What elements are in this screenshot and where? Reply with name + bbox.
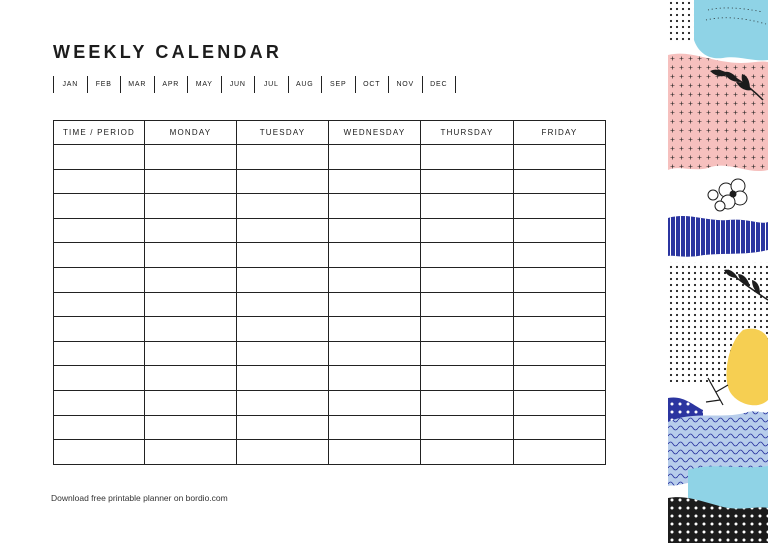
cell-time[interactable] [54,218,145,243]
cell-friday[interactable] [514,317,606,342]
cell-tuesday[interactable] [237,366,329,391]
cell-time[interactable] [54,366,145,391]
cell-wednesday[interactable] [329,267,421,292]
cell-tuesday[interactable] [237,218,329,243]
cell-tuesday[interactable] [237,243,329,268]
month-oct[interactable]: OCT [356,76,390,93]
cell-time[interactable] [54,267,145,292]
cell-time[interactable] [54,415,145,440]
cell-monday[interactable] [145,243,237,268]
table-row [54,292,606,317]
month-jul[interactable]: JUL [255,76,289,93]
cell-monday[interactable] [145,440,237,465]
cell-time[interactable] [54,440,145,465]
table-row [54,317,606,342]
cell-monday[interactable] [145,390,237,415]
cell-tuesday[interactable] [237,145,329,170]
cell-time[interactable] [54,243,145,268]
cell-time[interactable] [54,145,145,170]
table-row [54,366,606,391]
cell-monday[interactable] [145,317,237,342]
cell-thursday[interactable] [421,366,514,391]
cell-wednesday[interactable] [329,366,421,391]
cell-tuesday[interactable] [237,267,329,292]
month-jun[interactable]: JUN [222,76,256,93]
cell-friday[interactable] [514,415,606,440]
cell-thursday[interactable] [421,218,514,243]
month-sep[interactable]: SEP [322,76,356,93]
month-mar[interactable]: MAR [121,76,155,93]
cell-wednesday[interactable] [329,145,421,170]
header-row [54,121,606,145]
cell-thursday[interactable] [421,390,514,415]
cell-thursday[interactable] [421,145,514,170]
table-row [54,440,606,465]
month-nov[interactable]: NOV [389,76,423,93]
cell-time[interactable] [54,390,145,415]
table-row [54,218,606,243]
table-row [54,169,606,194]
cell-friday[interactable] [514,366,606,391]
cell-friday[interactable] [514,341,606,366]
cell-thursday[interactable] [421,243,514,268]
cell-thursday[interactable] [421,415,514,440]
cell-thursday[interactable] [421,267,514,292]
month-aug[interactable]: AUG [289,76,323,93]
table-row [54,145,606,170]
header-monday: MONDAY [145,121,237,145]
cell-friday[interactable] [514,292,606,317]
cell-monday[interactable] [145,366,237,391]
cell-friday[interactable] [514,243,606,268]
cell-monday[interactable] [145,194,237,219]
cell-monday[interactable] [145,292,237,317]
cell-thursday[interactable] [421,169,514,194]
cell-tuesday[interactable] [237,292,329,317]
cell-thursday[interactable] [421,292,514,317]
cell-tuesday[interactable] [237,341,329,366]
cell-wednesday[interactable] [329,341,421,366]
table-row [54,341,606,366]
calendar-body [54,145,606,465]
cell-tuesday[interactable] [237,317,329,342]
cell-friday[interactable] [514,390,606,415]
cell-tuesday[interactable] [237,169,329,194]
cell-tuesday[interactable] [237,194,329,219]
cell-monday[interactable] [145,145,237,170]
month-feb[interactable]: FEB [88,76,122,93]
cell-wednesday[interactable] [329,194,421,219]
cell-friday[interactable] [514,194,606,219]
weekly-calendar-table [53,120,606,465]
header-tuesday: TUESDAY [237,121,329,145]
cell-wednesday[interactable] [329,317,421,342]
cell-wednesday[interactable] [329,218,421,243]
table-row [54,415,606,440]
cell-thursday[interactable] [421,341,514,366]
cell-time[interactable] [54,317,145,342]
cell-time[interactable] [54,341,145,366]
header-time-period: TIME / PERIOD [54,121,145,145]
cell-friday[interactable] [514,169,606,194]
cell-thursday[interactable] [421,317,514,342]
cell-thursday[interactable] [421,440,514,465]
cell-wednesday[interactable] [329,292,421,317]
cell-monday[interactable] [145,267,237,292]
cell-wednesday[interactable] [329,390,421,415]
header-thursday: THURSDAY [421,121,514,145]
cell-friday[interactable] [514,145,606,170]
cell-wednesday[interactable] [329,415,421,440]
month-selector [53,76,456,93]
month-apr[interactable]: APR [155,76,189,93]
month-may[interactable]: MAY [188,76,222,93]
cell-friday[interactable] [514,267,606,292]
cell-monday[interactable] [145,169,237,194]
cell-monday[interactable] [145,415,237,440]
cell-friday[interactable] [514,218,606,243]
cell-friday[interactable] [514,440,606,465]
table-row [54,267,606,292]
cell-time[interactable] [54,292,145,317]
table-row [54,243,606,268]
cell-tuesday[interactable] [237,415,329,440]
month-jan[interactable]: JAN [54,76,88,93]
header-wednesday: WEDNESDAY [329,121,421,145]
cell-monday[interactable] [145,341,237,366]
page-title: WEEKLY CALENDAR [53,42,283,62]
decorative-collage [668,0,768,543]
footer-note: Download free printable planner on bordio.com [51,493,228,503]
table-row [54,390,606,415]
cell-thursday[interactable] [421,194,514,219]
cell-wednesday[interactable] [329,243,421,268]
cell-wednesday[interactable] [329,169,421,194]
header-friday: FRIDAY [514,121,606,145]
table-row [54,194,606,219]
cell-wednesday[interactable] [329,440,421,465]
cell-tuesday[interactable] [237,440,329,465]
cell-time[interactable] [54,169,145,194]
cell-time[interactable] [54,194,145,219]
cell-monday[interactable] [145,218,237,243]
cell-tuesday[interactable] [237,390,329,415]
month-dec[interactable]: DEC [423,76,457,93]
